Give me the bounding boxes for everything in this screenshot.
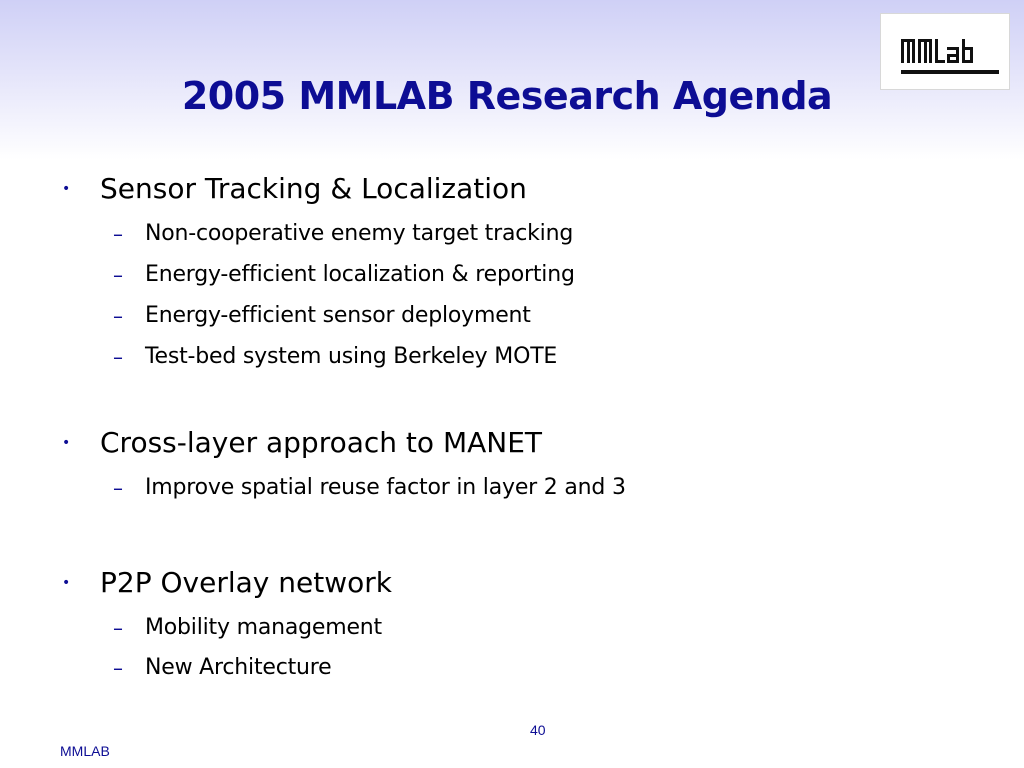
bullet-marker: • <box>62 435 71 451</box>
sub-bullet-item: Mobility management <box>145 615 382 640</box>
sub-bullet-marker: – <box>113 476 123 500</box>
bullet-item: Cross-layer approach to MANET <box>100 426 542 459</box>
sub-bullet-marker: – <box>113 304 123 328</box>
bullet-item: Sensor Tracking & Localization <box>100 172 527 205</box>
bullet-marker: • <box>62 575 71 591</box>
sub-bullet-marker: – <box>113 263 123 287</box>
sub-bullet-marker: – <box>113 616 123 640</box>
slide-title: 2005 MMLAB Research Agenda <box>181 74 833 118</box>
page-number: 40 <box>530 722 546 738</box>
sub-bullet-item: Non-cooperative enemy target tracking <box>145 221 574 246</box>
sub-bullet-marker: – <box>113 656 123 680</box>
sub-bullet-item: Energy-efficient sensor deployment <box>145 303 531 328</box>
sub-bullet-item: New Architecture <box>145 655 332 680</box>
bullet-marker: • <box>62 181 71 197</box>
sub-bullet-item: Improve spatial reuse factor in layer 2 and 3 <box>145 475 626 500</box>
sub-bullet-marker: – <box>113 345 123 369</box>
sub-bullet-marker: – <box>113 222 123 246</box>
sub-bullet-item: Test-bed system using Berkeley MOTE <box>145 344 558 369</box>
footer-label: MMLAB <box>60 743 110 759</box>
sub-bullet-item: Energy-efficient localization & reporting <box>145 262 575 287</box>
bullet-item: P2P Overlay network <box>100 566 392 599</box>
